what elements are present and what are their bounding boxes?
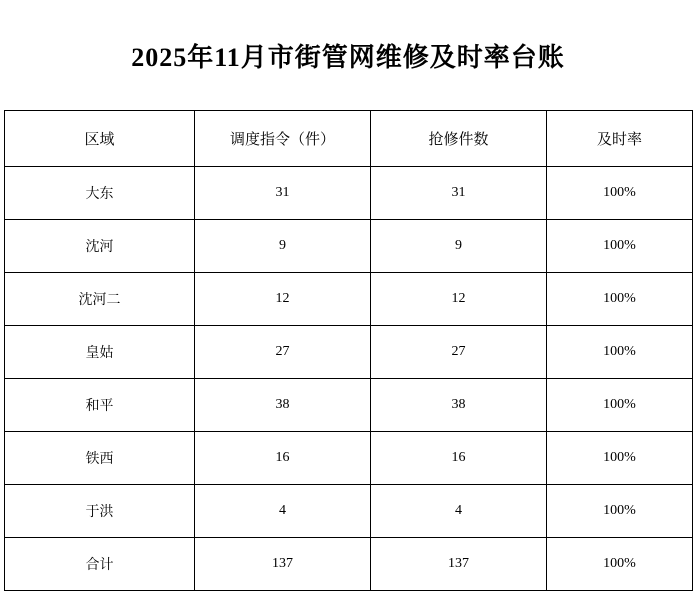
table-row — [5, 379, 693, 432]
cell-rate: 100% — [547, 167, 693, 220]
column-header-orders: 调度指令（件） — [195, 111, 371, 167]
cell-area: 铁西 — [5, 432, 195, 485]
cell-area: 沈河 — [5, 220, 195, 273]
cell-orders: 27 — [195, 326, 371, 379]
page-title: 2025年11月市街管网维修及时率台账 — [131, 43, 565, 72]
cell-rate: 100% — [547, 220, 693, 273]
cell-repairs: 9 — [371, 220, 547, 273]
table-row — [5, 326, 693, 379]
table-header — [5, 111, 693, 167]
cell-rate: 100% — [547, 379, 693, 432]
column-header-rate: 及时率 — [547, 111, 693, 167]
cell-rate: 100% — [547, 485, 693, 538]
cell-repairs: 38 — [371, 379, 547, 432]
ledger-table-container — [4, 110, 692, 591]
cell-repairs: 27 — [371, 326, 547, 379]
cell-orders: 38 — [195, 379, 371, 432]
cell-orders: 12 — [195, 273, 371, 326]
column-header-repairs: 抢修件数 — [371, 111, 547, 167]
cell-rate: 100% — [547, 538, 693, 591]
cell-orders: 9 — [195, 220, 371, 273]
cell-repairs: 12 — [371, 273, 547, 326]
table-row-total — [5, 538, 693, 591]
cell-area: 皇姑 — [5, 326, 195, 379]
cell-repairs: 31 — [371, 167, 547, 220]
cell-orders: 31 — [195, 167, 371, 220]
table-row — [5, 432, 693, 485]
table-row — [5, 273, 693, 326]
table-row — [5, 220, 693, 273]
cell-orders: 4 — [195, 485, 371, 538]
table-row — [5, 167, 693, 220]
column-header-area: 区域 — [5, 111, 195, 167]
cell-repairs: 16 — [371, 432, 547, 485]
cell-area: 合计 — [5, 538, 195, 591]
cell-area: 和平 — [5, 379, 195, 432]
cell-rate: 100% — [547, 273, 693, 326]
table-body — [5, 167, 693, 591]
cell-area: 大东 — [5, 167, 195, 220]
table-row — [5, 485, 693, 538]
cell-repairs: 137 — [371, 538, 547, 591]
table-header-row — [5, 111, 693, 167]
cell-orders: 137 — [195, 538, 371, 591]
cell-rate: 100% — [547, 432, 693, 485]
cell-area: 于洪 — [5, 485, 195, 538]
cell-area: 沈河二 — [5, 273, 195, 326]
ledger-table — [4, 110, 693, 591]
cell-rate: 100% — [547, 326, 693, 379]
cell-orders: 16 — [195, 432, 371, 485]
cell-repairs: 4 — [371, 485, 547, 538]
